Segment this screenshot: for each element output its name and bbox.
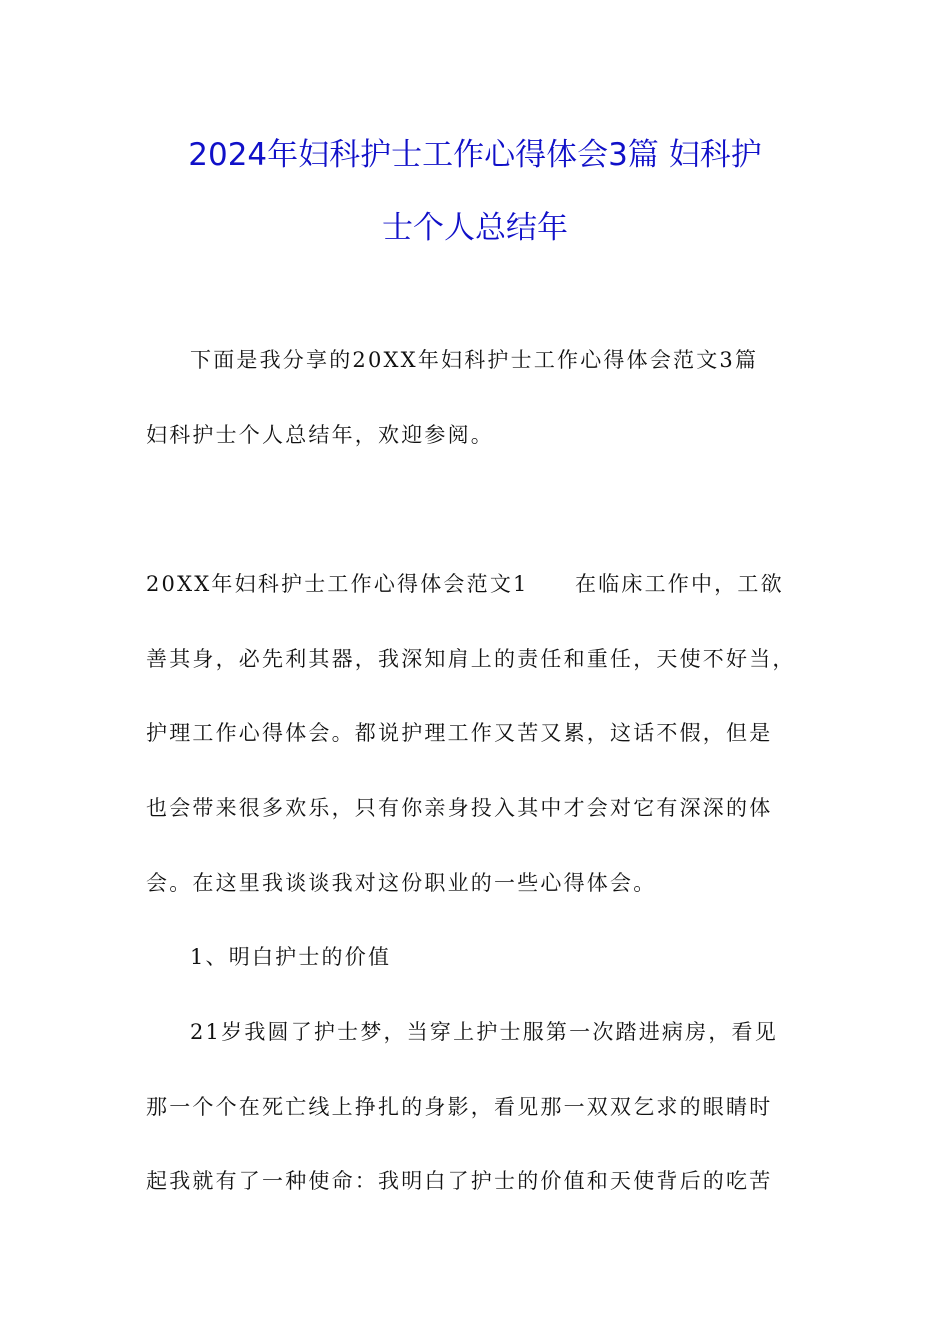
section-line-1: 21岁我圆了护士梦，当穿上护士服第一次踏进病房，看见 <box>190 1020 778 1044</box>
document-title-line-1: 2024年妇科护士工作心得体会3篇 妇科护 <box>188 137 762 173</box>
intro-line-1: 下面是我分享的20XX年妇科护士工作心得体会范文3篇 <box>190 348 759 372</box>
paragraph-line-4: 也会带来很多欢乐，只有你亲身投入其中才会对它有深深的体 <box>146 796 773 820</box>
paragraph-line-2: 善其身，必先利其器，我深知肩上的责任和重任，天使不好当， <box>146 647 796 671</box>
document-title-line-2: 士个人总结年 <box>382 210 568 246</box>
paragraph-line-5: 会。在这里我谈谈我对这份职业的一些心得体会。 <box>146 871 657 895</box>
paragraph-line-1: 20XX年妇科护士工作心得体会范文1 在临床工作中，工欲 <box>146 572 784 596</box>
paragraph-line-3: 护理工作心得体会。都说护理工作又苦又累，这话不假，但是 <box>146 721 773 745</box>
section-heading-1: 1、明白护士的价值 <box>190 945 392 969</box>
section-line-2: 那一个个在死亡线上挣扎的身影，看见那一双双乞求的眼睛时 <box>146 1095 773 1119</box>
intro-line-2: 妇科护士个人总结年，欢迎参阅。 <box>146 423 494 447</box>
section-line-3: 起我就有了一种使命：我明白了护士的价值和天使背后的吃苦 <box>146 1169 773 1193</box>
